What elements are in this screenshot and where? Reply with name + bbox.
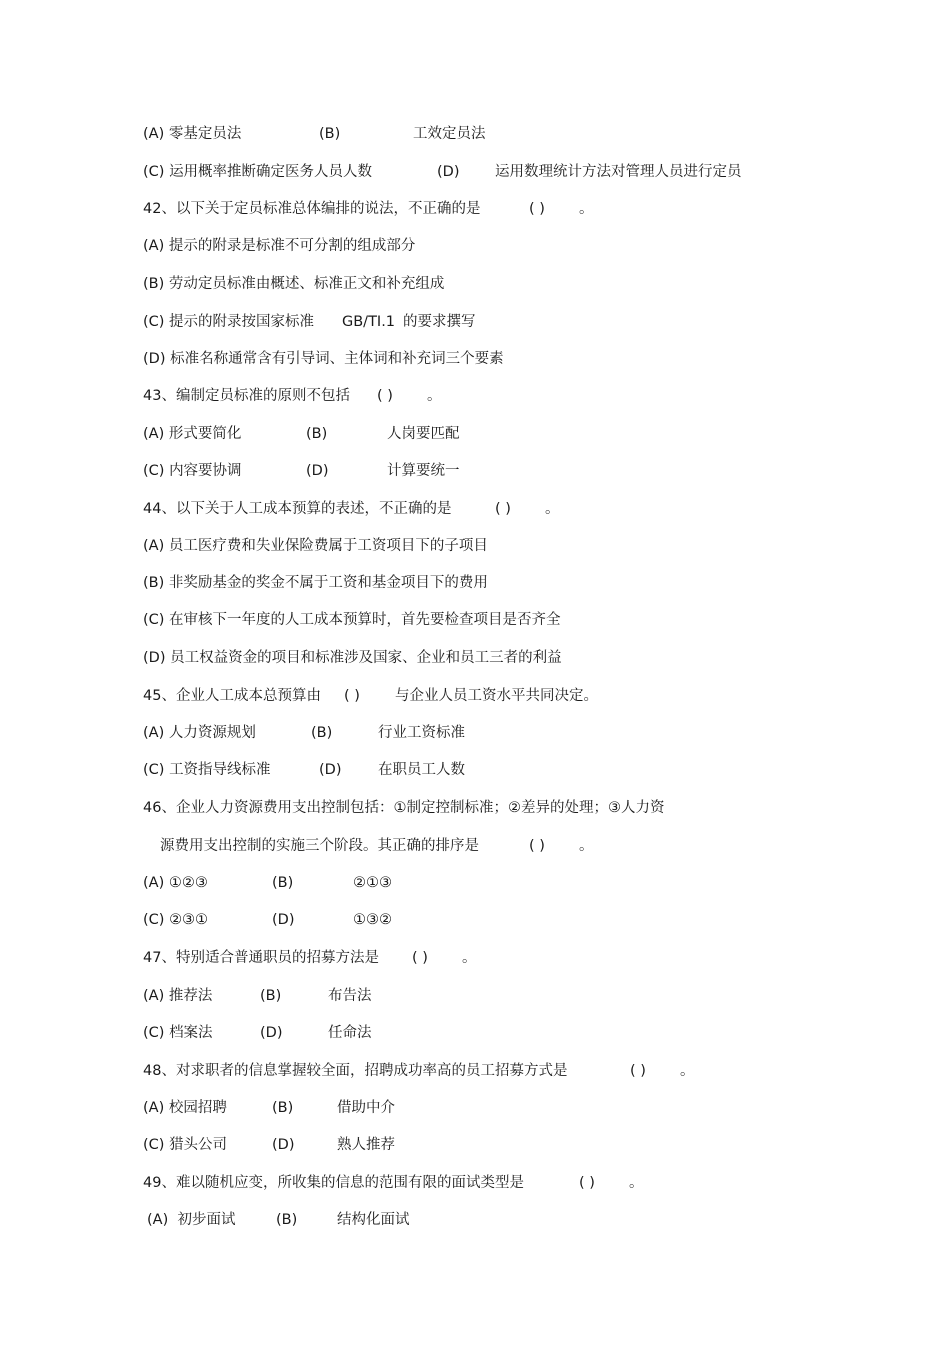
- period: 。: [462, 950, 477, 966]
- question-text: 48、对求职者的信息掌握较全面，招聘成功率高的员工招募方式是: [143, 1063, 568, 1079]
- option-b-text: 人岗要匹配: [387, 426, 460, 442]
- period: 。: [545, 501, 560, 517]
- answer-blank: ( ): [579, 1175, 595, 1191]
- option-a: (A) ①②③: [143, 875, 208, 891]
- option-d-label: (D): [306, 463, 329, 479]
- question-text: 44、以下关于人工成本预算的表述，不正确的是: [143, 501, 452, 517]
- option-a: (A) 初步面试: [147, 1212, 236, 1228]
- question-text: 与企业人员工资水平共同决定。: [395, 688, 598, 704]
- q44-option-d: (D) 员工权益资金的项目和标准涉及国家、企业和员工三者的利益: [143, 650, 562, 666]
- question-text: 源费用支出控制的实施三个阶段。其正确的排序是: [160, 838, 479, 854]
- q44-option-a: (A) 员工医疗费和失业保险费属于工资项目下的子项目: [143, 538, 488, 554]
- period: 。: [579, 838, 594, 854]
- option-b-label: (B): [306, 426, 328, 442]
- option-c: (C) 工资指导线标准: [143, 762, 271, 778]
- answer-blank: ( ): [495, 501, 511, 517]
- option-d-label: (D): [437, 164, 460, 180]
- option-b-text: 借助中介: [337, 1100, 395, 1116]
- option-b-text: ②①③: [353, 875, 392, 891]
- question-text: 45、企业人工成本总预算由: [143, 688, 321, 704]
- option-d-text: 熟人推荐: [337, 1137, 395, 1153]
- option-c: (C) 档案法: [143, 1025, 213, 1041]
- period: 。: [427, 388, 442, 404]
- q46-stem: 46、企业人力资源费用支出控制包括：①制定控制标准；②差异的处理；③人力资: [143, 800, 665, 816]
- answer-blank: ( ): [529, 201, 545, 217]
- option-d-label: (D): [272, 912, 295, 928]
- answer-blank: ( ): [630, 1063, 646, 1079]
- period: 。: [629, 1175, 644, 1191]
- option-b-label: (B): [272, 1100, 294, 1116]
- option-c: (C) 内容要协调: [143, 463, 242, 479]
- option-a: (A) 零基定员法: [143, 126, 242, 142]
- q42-option-b: (B) 劳动定员标准由概述、标准正文和补充组成: [143, 276, 445, 292]
- question-text: 43、编制定员标准的原则不包括: [143, 388, 350, 404]
- option-d-text: 任命法: [328, 1025, 372, 1041]
- answer-blank: ( ): [412, 950, 428, 966]
- answer-blank: ( ): [377, 388, 393, 404]
- q44-option-c: (C) 在审核下一年度的人工成本预算时，首先要检查项目是否齐全: [143, 612, 561, 628]
- option-d-label: (D): [260, 1025, 283, 1041]
- q44-option-b: (B) 非奖励基金的奖金不属于工资和基金项目下的费用: [143, 575, 488, 591]
- option-b-label: (B): [272, 875, 294, 891]
- period: 。: [579, 201, 594, 217]
- question-text: 42、以下关于定员标准总体编排的说法，不正确的是: [143, 201, 481, 217]
- option-b-label: (B): [276, 1212, 298, 1228]
- option-a: (A) 形式要简化: [143, 426, 242, 442]
- answer-blank: ( ): [529, 838, 545, 854]
- option-d-label: (D): [319, 762, 342, 778]
- option-text: 的要求撰写: [403, 314, 476, 330]
- question-text: 47、特别适合普通职员的招募方法是: [143, 950, 379, 966]
- option-b-text: 结构化面试: [337, 1212, 410, 1228]
- option-c: (C) 猎头公司: [143, 1137, 228, 1153]
- option-b-label: (B): [260, 988, 282, 1004]
- option-d-label: (D): [272, 1137, 295, 1153]
- q42-option-a: (A) 提示的附录是标准不可分割的组成部分: [143, 238, 416, 254]
- option-c: (C) ②③①: [143, 912, 209, 928]
- option-d-text: 在职员工人数: [378, 762, 465, 778]
- option-b-label: (B): [311, 725, 333, 741]
- option-a: (A) 推荐法: [143, 988, 213, 1004]
- q42-option-d: (D) 标准名称通常含有引导词、主体词和补充词三个要素: [143, 351, 504, 367]
- question-text: 49、难以随机应变，所收集的信息的范围有限的面试类型是: [143, 1175, 524, 1191]
- option-a: (A) 人力资源规划: [143, 725, 256, 741]
- option-b-text: 行业工资标准: [378, 725, 465, 741]
- option-b-text: 布告法: [328, 988, 372, 1004]
- option-b-label: (B): [319, 126, 341, 142]
- option-text: (C) 提示的附录按国家标准: [143, 314, 315, 330]
- option-d-text: ①③②: [353, 912, 392, 928]
- option-b-text: 工效定员法: [413, 126, 486, 142]
- option-d-text: 计算要统一: [387, 463, 460, 479]
- period: 。: [680, 1063, 695, 1079]
- option-a: (A) 校园招聘: [143, 1100, 227, 1116]
- answer-blank: ( ): [344, 688, 360, 704]
- option-d-text: 运用数理统计方法对管理人员进行定员: [495, 164, 742, 180]
- option-c: (C) 运用概率推断确定医务人员人数: [143, 164, 373, 180]
- standard-code: GB/TI.1: [342, 314, 396, 330]
